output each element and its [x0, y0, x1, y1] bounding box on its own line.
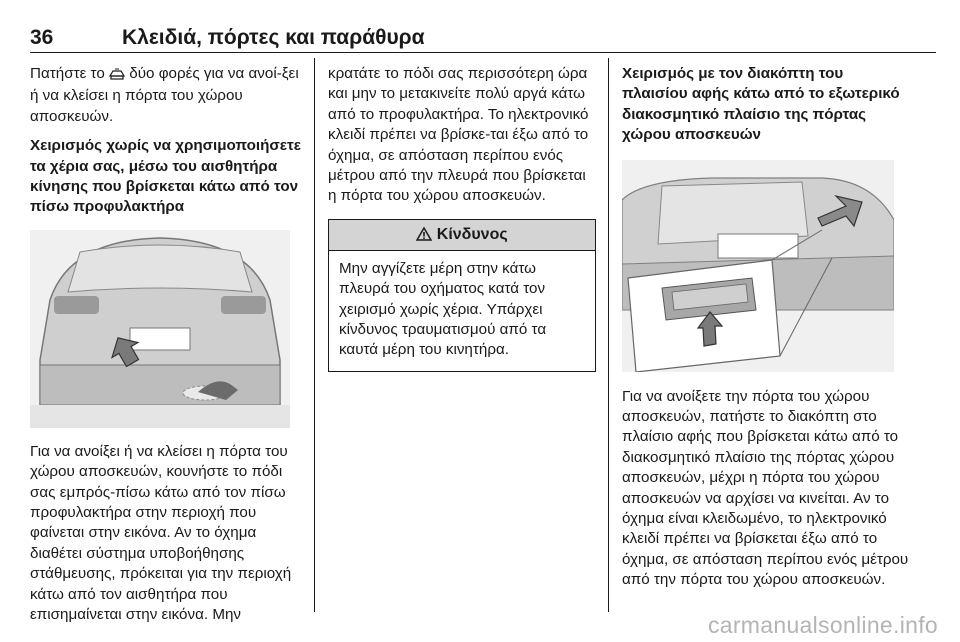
warning-header	[329, 220, 595, 251]
touchpad-paragraph: Για να ανοίξετε την πόρτα του χώρου αποσκευών, πατήστε το διακόπτη στο πλαίσιο αφής που βρίσκεται κάτω από το διακοσμητικό πλαίσιο της πόρτας χώρου αποσκευών, μέχρι η πόρτα του χώρου αποσκευών να αρχίσει να κινείται. Αν το όχημα είναι κλειδωμένο, το ηλεκτρονικό κλειδί πρέπει να βρίσκεται έξω από το όχημα, σε απόσταση περίπου ενός μέτρου από την πόρτα του χώρου αποσκευών.	[622, 387, 909, 589]
tailgate-key-paragraph: Πατήστε το δύο φορές για να ανοί‐ξει ή να κλείσει η πόρτα του χώρου αποσκευών.	[30, 65, 299, 125]
header-divider	[30, 52, 936, 53]
column-3	[622, 64, 910, 591]
watermark-text[interactable]: carmanualsonline.info	[707, 612, 938, 638]
column-2	[328, 64, 596, 372]
warning-text: Μην αγγίζετε μέρη στην κάτω πλευρά του οχήματος κατά τον χειρισμό χωρίς χέρια. Υπάρχει κίνδυνος τραυματισμού από τα καυτά μέρη του κινητήρα.	[339, 259, 547, 359]
touchpad-heading: Χειρισμός με τον διακόπτη του πλαισίου αφής κάτω από το εξωτερικό διακοσμητικό πλαίσιο της πόρτας χώρου αποσκευών	[622, 65, 900, 144]
continued-paragraph: κρατάτε το πόδι σας περισσότερη ώρα και μην το μετακινείτε πολύ αργά κάτω από το προφυλακτήρα. Το ηλεκτρονικό κλειδί πρέπει να βρίσκε‐ται έξω από το όχημα, σε απόσταση περίπου ενός μέτρου από την πλευρά που βρίσκεται η πόρτα του χώρου αποσκευών.	[328, 65, 589, 205]
column-divider-1	[314, 58, 315, 612]
column-divider-2	[608, 58, 609, 612]
rear-bumper-foot-sensor-illustration	[30, 230, 290, 428]
chapter-title: Κλειδιά, πόρτες και παράθυρα	[122, 26, 425, 49]
hands-free-paragraph: Για να ανοίξει ή να κλείσει η πόρτα του χώρου αποσκευών, κουνήστε το πόδι σας εμπρός-πίσω κάτω από τον πίσω προφυλακτήρα στην περιοχή που φαίνεται στην εικόνα. Αν το όχημα διαθέτει σύστημα υποβοήθησης στάθμευσης, πρόκειται για την περιοχή κάτω από τον αισθητήρα που επισημαίνεται στην εικόνα. Μην	[30, 442, 292, 624]
tailgate-key-icon	[109, 66, 125, 86]
warning-title: Κίνδυνος	[436, 225, 508, 243]
page-header	[30, 26, 936, 54]
warning-triangle-icon	[416, 222, 432, 252]
tailgate-touchpad-switch-illustration	[622, 160, 894, 372]
danger-warning-box	[328, 219, 596, 372]
page-number: 36	[30, 26, 54, 49]
hands-free-heading: Χειρισμός χωρίς να χρησιμοποιήσετε τα χέρια σας, μέσω του αισθητήρα κίνησης που βρίσκεται κάτω από τον πίσω προφυλακτήρα	[30, 137, 301, 216]
column-1	[30, 64, 302, 626]
